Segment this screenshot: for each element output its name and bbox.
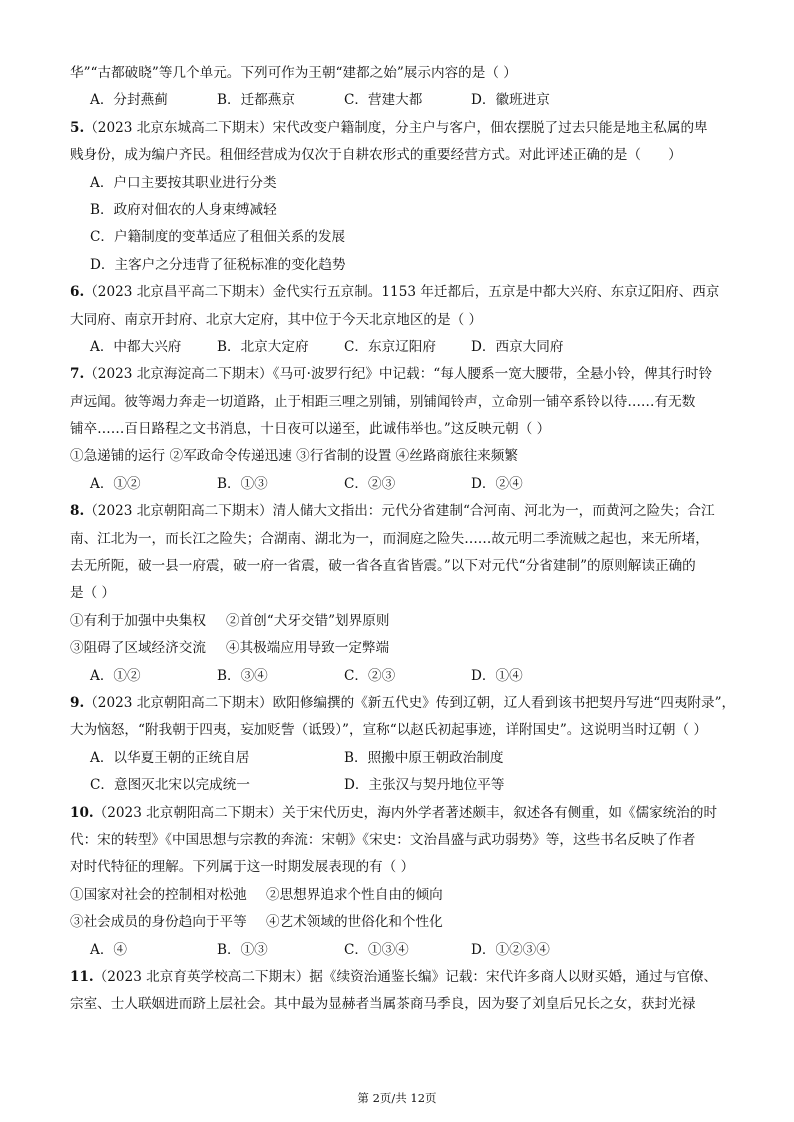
q10-option-b: B．①③ [217,941,268,958]
q5-option-a: A．户口主要按其职业进行分类 [90,174,277,191]
q6-options [70,334,730,361]
q9-option-c: C．意图灭北宋以完成统一 [90,777,250,794]
q5-stem-line2: 贱身份，成为编户齐民。租佃经营成为仅次于自耕农形式的重要经营方式。对此评述正确的是（ ） [70,147,682,164]
q6-option-d: D．西京大同府 [471,338,564,355]
q8-stem-line1: 8.（2023 北京朝阳高二下期末）清人储大文指出：元代分省建制“合河南、河北为一，而黄河之险失；合江 [70,503,715,520]
q7-option-c: C．②③ [344,475,396,492]
q8-statement-3: ③阻碍了区域经济交流 [70,640,206,657]
q4-option-a: A．分封燕蓟 [90,92,168,109]
q10-statement-2: ②思想界追求个性自由的倾向 [266,886,443,903]
q7-option-d: D．②④ [471,475,523,492]
q7-options [70,471,730,498]
q8-stem-line4: 是（ ） [70,585,116,602]
q5-option-b: B．政府对佃农的人身束缚减轻 [90,201,277,218]
q4-option-b: B．迁都燕京 [217,92,295,109]
q9-option-a: A．以华夏王朝的正统自居 [90,749,250,766]
q6-option-b: B．北京大定府 [217,338,309,355]
q10-stem-line3: 对时代特征的理解。下列属于这一时期发展表现的有（ ） [70,859,415,876]
q7-statements: ①急递铺的运行 ②军政命令传递迅速 ③行省制的设置 ④丝路商旅往来频繁 [70,448,518,465]
q8-option-d: D．①④ [471,667,523,684]
q8-option-a: A．①② [90,667,141,684]
q10-statement-4: ④艺术领域的世俗化和个性化 [266,914,443,931]
q5-option-c: C．户籍制度的变革适应了租佃关系的发展 [90,229,346,246]
q9-option-d: D．主张汉与契丹地位平等 [344,777,505,794]
q8-options [70,663,730,690]
q6-stem-line2: 大同府、南京开封府、北京大定府，其中位于今天北京地区的是（ ） [70,311,483,328]
q4-option-d: D．徽班进京 [471,92,550,109]
q10-statements-row1 [70,882,730,909]
q5-stem-line1: 5.（2023 北京东城高二下期末）宋代改变户籍制度，分主户与客户，佃农摆脱了过去只能是地主私属的卑 [70,119,708,136]
q10-option-a: A．④ [90,941,128,958]
q9-number: 9. [70,694,85,711]
q7-stem-line3: 铺卒……百日路程之文书消息，十日夜可以递至，此诚伟举也。”这反映元朝（ ） [70,421,551,438]
q6-stem-line1: 6.（2023 北京昌平高二下期末）金代实行五京制。1153 年迁都后，五京是中都大兴府、东京辽阳府、西京 [70,284,720,301]
q11-number: 11. [70,968,94,985]
q9-option-b: B．照搬中原王朝政治制度 [344,749,504,766]
q9-options-row2 [70,772,730,799]
q9-options-row1 [70,745,730,772]
q8-statements-row2 [70,635,730,662]
q5-option-d: D．主客户之分违背了征税标准的变化趋势 [90,256,346,273]
q4-options [70,87,730,114]
q11-stem-line2: 宗室、士人联姻进而跻上层社会。其中最为显赫者当属茶商马季良，因为娶了刘皇后兄长之女，获封光禄 [70,996,696,1013]
q8-statement-4: ④其极端应用导致一定弊端 [226,640,390,657]
q7-stem-line1: 7.（2023 北京海淀高二下期末）《马可·波罗行纪》中记载：“每人腰系一宽大腰带，全悬小铃，俾其行时铃 [70,366,713,383]
page-content [70,60,736,1019]
q7-stem-line2: 声远闻。彼等竭力奔走一切道路，止于相距三哩之别铺，别铺闻铃声，立命别一铺卒系铃以待……有无数 [70,393,696,410]
q10-statements-row2 [70,909,730,936]
q9-stem-line2: 大为恼怒，“附我朝于四夷，妄加贬訾（诋毁）”，宣称“以赵氏初起事迹，详附国史”。这说明当时辽朝（ ） [70,722,708,739]
q10-statement-1: ①国家对社会的控制相对松弛 [70,886,247,903]
q4-option-c: C．营建大都 [344,92,423,109]
q6-number: 6. [70,284,85,301]
q10-stem-line2: 代：宋的转型》《中国思想与宗教的奔流：宋朝》《宋史：文治昌盛与武功弱势》等，这些书名反映了作者 [70,831,696,848]
q10-options [70,937,730,964]
q11-stem-line1: 11.（2023 北京育英学校高二下期末）据《续资治通鉴长编》记载：宋代许多商人以财买婚，通过与官僚、 [70,968,718,985]
q7-option-b: B．①③ [217,475,268,492]
q8-stem-line3: 去无所阨，破一县一府震，破一府一省震，破一省各直省皆震。”以下对元代“分省建制”的原则解读正确的 [70,558,696,575]
q10-statement-3: ③社会成员的身份趋向于平等 [70,914,247,931]
q7-option-a: A．①② [90,475,141,492]
q8-number: 8. [70,503,85,520]
q9-stem-line1: 9.（2023 北京朝阳高二下期末）欧阳修编撰的《新五代史》传到辽朝，辽人看到该书把契丹写进“四夷附录”， [70,694,736,711]
q10-stem-line1: 10.（2023 北京朝阳高二下期末）关于宋代历史，海内外学者著述颇丰，叙述各有侧重，如《儒家统治的时 [70,804,718,821]
q8-statements-row1 [70,608,730,635]
q10-number: 10. [70,804,94,821]
q8-statement-1: ①有利于加强中央集权 [70,612,206,629]
q8-stem-line2: 南、江北为一，而长江之险失；合湖南、湖北为一，而洞庭之险失……故元明二季流贼之起也，来无所堵， [70,530,709,547]
q10-option-d: D．①②③④ [471,941,550,958]
q4-stem-tail: 华”“古都破晓”等几个单元。下列可作为王朝“建都之始”展示内容的是（ ） [70,65,517,81]
q8-statement-2: ②首创“犬牙交错”划界原则 [226,612,390,629]
page-footer: 第 2页/共 12页 [357,1091,437,1105]
q10-option-c: C．①③④ [344,941,409,958]
q6-option-c: C．东京辽阳府 [344,338,436,355]
q8-option-c: C．②③ [344,667,396,684]
q8-option-b: B．③④ [217,667,268,684]
q7-number: 7. [70,366,85,383]
q5-number: 5. [70,119,85,136]
q6-option-a: A．中都大兴府 [90,338,182,355]
